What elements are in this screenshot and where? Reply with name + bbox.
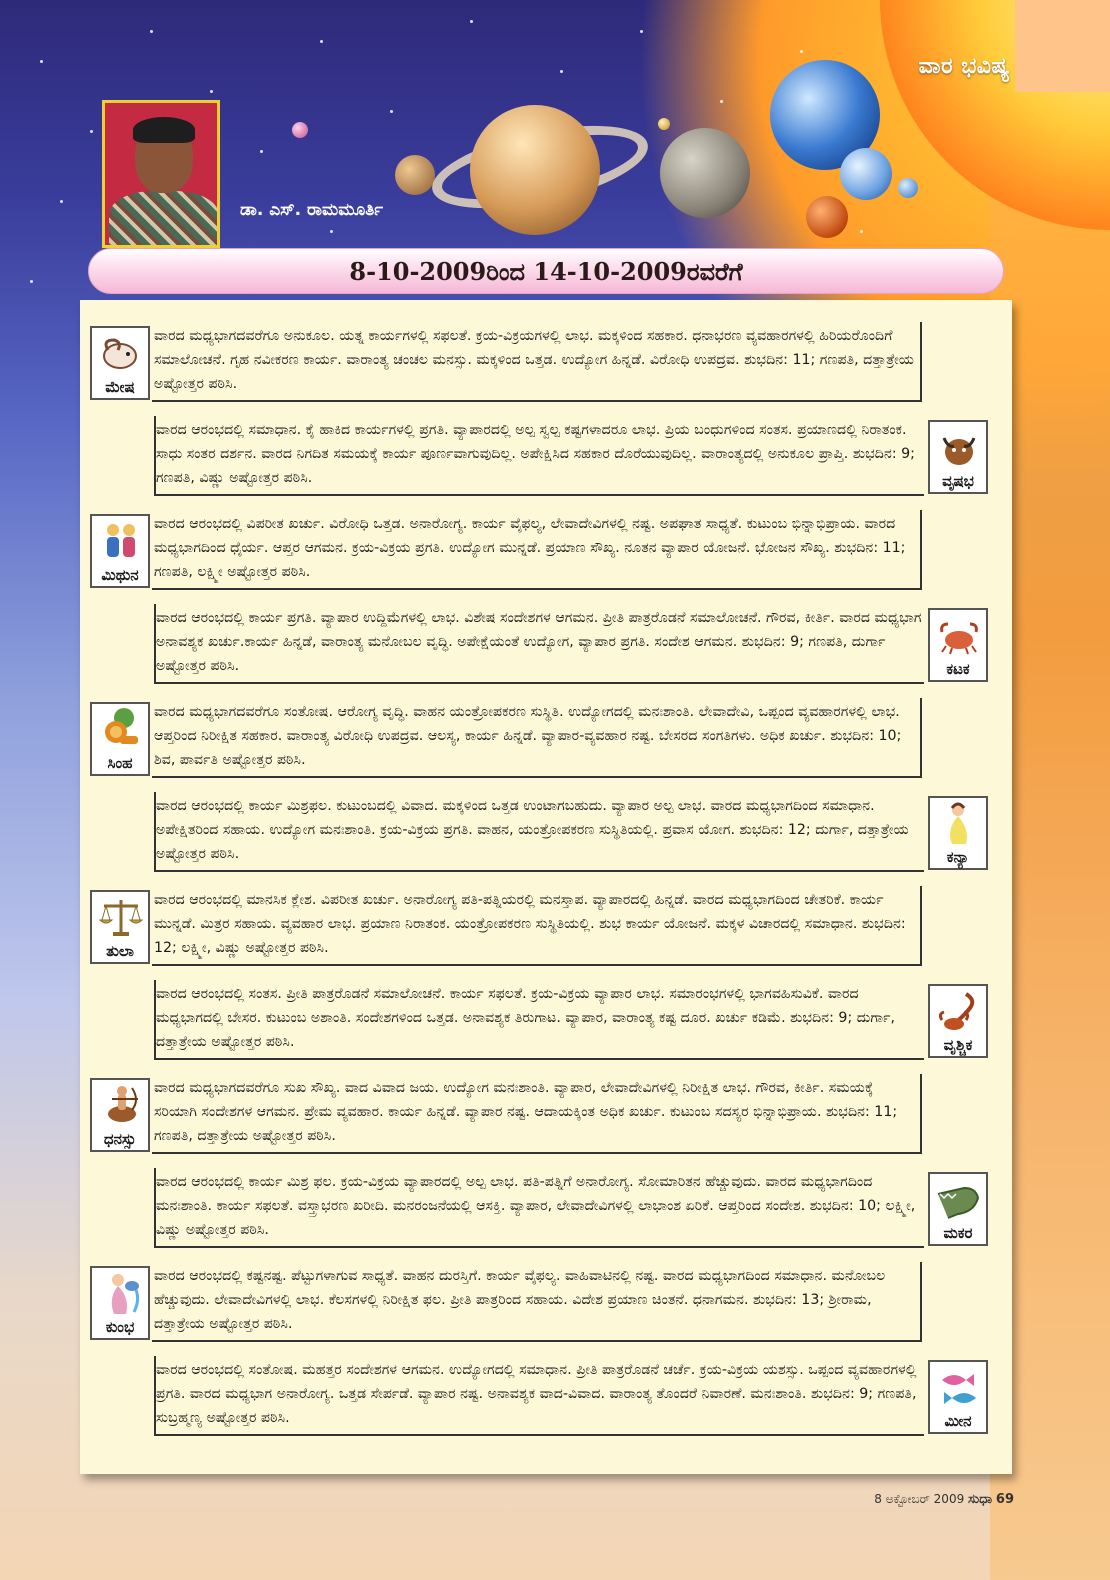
divider <box>154 416 156 496</box>
divider <box>920 1262 922 1342</box>
divider <box>152 776 922 778</box>
divider <box>920 510 922 590</box>
crocodile-icon <box>936 1178 982 1222</box>
horoscope-list <box>80 300 1012 1474</box>
archer-icon <box>98 1084 144 1128</box>
planet-small-brown <box>395 155 435 195</box>
planet-tiny-gold <box>658 118 670 130</box>
corner-tab <box>1015 0 1110 92</box>
planet-tiny-blue <box>898 178 918 198</box>
sign-block-vrishabha <box>80 412 1012 500</box>
sign-name: ಮೇಷ <box>105 378 135 396</box>
sign-badge <box>928 1360 988 1434</box>
sign-forecast: ವಾರದ ಆರಂಭದಲ್ಲಿ ಕಾರ್ಯ ಮಿಶ್ರಫಲ. ಕುಟುಂಬದಲ್ಲಿ ವಿವಾದ. ಮಕ್ಕಳಿಂದ ಒತ್ತಡ ಉಂಟಾಗಬಹುದು. ವ್ಯಾಪಾರ ಅಲ್ಪ ಲಾಭ. ವಾರದ ಮಧ್ಯಭಾಗದಿಂದ ಸಮಾಧಾನ. ಅಪೇಕ್ಷಿತರಿಂದ ಸಹಾಯ. ಉದ್ಯೋಗ ಮನಃಶಾಂತಿ. ಕ್ರಯ-ವಿಕ್ರಯ ಪ್ರಗತಿ. ವಾಹನ, ಯಂತ್ರೋಪಕರಣ ಸುಸ್ಥಿತಿಯಲ್ಲಿ. ಪ್ರವಾಸ ಯೋಗ. ಶುಭದಿನ: 12; ದುರ್ಗಾ, ದತ್ತಾತ್ರೇಯ ಅಷ್ಟೋತ್ತರ ಪಠಿಸಿ. <box>156 798 909 862</box>
sign-name: ವೃಶ್ಚಿಕ <box>943 1036 973 1054</box>
sign-block-kataka <box>80 600 1012 688</box>
sign-forecast: ವಾರದ ಆರಂಭದಲ್ಲಿ ಮಾನಸಿಕ ಕ್ಲೇಶ. ವಿಪರೀತ ಖರ್ಚು. ಅನಾರೋಗ್ಯ ಪತಿ-ಪತ್ನಿಯರಲ್ಲಿ ಮನಸ್ತಾಪ. ವ್ಯಾಪಾರದಲ್ಲಿ ಹಿನ್ನಡೆ. ವಾರದ ಮಧ್ಯಭಾಗದಿಂದ ಚೇತರಿಕೆ. ಕಾರ್ಯ ಮುನ್ನಡೆ. ಮಿತ್ರರ ಸಹಾಯ. ವ್ಯವಹಾರ ಲಾಭ. ಪ್ರಯಾಣ ನಿರಾತಂಕ. ಯಂತ್ರೋಪಕರಣ ಸುಸ್ಥಿತಿಯಲ್ಲಿ. ಶುಭ ಕಾರ್ಯ ಯೋಜನೆ. ಮಕ್ಕಳ ವಿಚಾರದಲ್ಲಿ ಸಮಾಧಾನ. ಶುಭದಿನ: 12; ಲಕ್ಷ್ಮೀ, ವಿಷ್ಣು ಅಷ್ಟೋತ್ತರ ಪಠಿಸಿ. <box>154 892 906 956</box>
divider <box>154 1356 156 1436</box>
maiden-icon <box>936 802 982 846</box>
sign-name: ಮೀನ <box>944 1412 972 1430</box>
sign-forecast: ವಾರದ ಆರಂಭದಲ್ಲಿ ಕಾರ್ಯ ಮಿಶ್ರ ಫಲ. ಕ್ರಯ-ವಿಕ್ರಯ ವ್ಯಾಪಾರದಲ್ಲಿ ಅಲ್ಪ ಲಾಭ. ಪತಿ-ಪತ್ನಿಗೆ ಅನಾರೋಗ್ಯ. ಸೋಮಾರಿತನ ಹೆಚ್ಚುವುದು. ವಾರದ ಮಧ್ಯಭಾಗದಿಂದ ಮನಃಶಾಂತಿ. ಕಾರ್ಯ ಸಫಲತೆ. ವಸ್ತ್ರಾಭರಣ ಖರೀದಿ. ಮನರಂಜನೆಯಲ್ಲಿ ಆಸಕ್ತಿ. ವ್ಯಾಪಾರ, ಲೇವಾದೇವಿಗಳಲ್ಲಿ ಲಾಭಾಂಶ ಏರಿಕೆ. ಆಪ್ತರಿಂದ ಸಂದೇಶ. ಶುಭದಿನ: 10; ಲಕ್ಷ್ಮೀ, ವಿಷ್ಣು ಅಷ್ಟೋತ್ತರ ಪಠಿಸಿ. <box>156 1174 916 1238</box>
issue-date: 8 ಅಕ್ಟೋಬರ್ 2009 <box>874 1492 965 1506</box>
sign-badge <box>928 608 988 682</box>
sign-forecast: ವಾರದ ಆರಂಭದಲ್ಲಿ ಸಮಾಧಾನ. ಕೈ ಹಾಕಿದ ಕಾರ್ಯಗಳಲ್ಲಿ ಪ್ರಗತಿ. ವ್ಯಾಪಾರದಲ್ಲಿ ಅಲ್ಪ ಸ್ವಲ್ಪ ಕಷ್ಟಗಳಾದರೂ ಲಾಭ. ಪ್ರಿಯ ಬಂಧುಗಳಿಂದ ಸಂತಸ. ಪ್ರಯಾಣದಲ್ಲಿ ನಿರಾತಂಕ. ಸಾಧು ಸಂತರ ದರ್ಶನ. ವಾರದ ನಿಗದಿತ ಸಮಯಕ್ಕೆ ಕಾರ್ಯ ಪೂರ್ಣವಾಗುವುದಿಲ್ಲ. ಅಪೇಕ್ಷಿಸಿದ ಸಹಕಾರ ದೊರೆಯುವುದಿಲ್ಲ. ವಾರಾಂತ್ಯದಲ್ಲಿ ಅನುಕೂಲ ಪ್ರಾಪ್ತಿ. ಶುಭದಿನ: 9; ಗಣಪತಿ, ವಿಷ್ಣು ಅಷ್ಟೋತ್ತರ ಪಠಿಸಿ. <box>156 422 915 486</box>
divider <box>154 1434 924 1436</box>
divider <box>152 588 922 590</box>
divider <box>154 1246 924 1248</box>
divider <box>920 886 922 966</box>
sign-badge <box>928 984 988 1058</box>
water-bearer-icon <box>98 1272 144 1316</box>
crab-icon <box>936 614 982 658</box>
sign-forecast: ವಾರದ ಮಧ್ಯಭಾಗದವರೆಗೂ ಅನುಕೂಲ. ಯತ್ನ ಕಾರ್ಯಗಳಲ್ಲಿ ಸಫಲತೆ. ಕ್ರಯ-ವಿಕ್ರಯಗಳಲ್ಲಿ ಲಾಭ. ಮಕ್ಕಳಿಂದ ಸಹಕಾರ. ಧನಾಭರಣ ವ್ಯವಹಾರಗಳಲ್ಲಿ ಹಿರಿಯರೊಂದಿಗೆ ಸಮಾಲೋಚನೆ. ಗೃಹ ನವೀಕರಣ ಕಾರ್ಯ. ವಾರಾಂತ್ಯ ಚಂಚಲ ಮನಸ್ಸು. ಮಕ್ಕಳಿಂದ ಒತ್ತಡ. ಉದ್ಯೋಗ ಹಿನ್ನಡೆ. ವಿರೋಧಿ ಉಪದ್ರವ. ಶುಭದಿನ: 11; ಗಣಪತಿ, ದತ್ತಾತ್ರೇಯ ಅಷ್ಟೋತ್ತರ ಪಠಿಸಿ. <box>154 328 915 392</box>
divider <box>154 682 924 684</box>
divider <box>920 322 922 402</box>
sign-forecast: ವಾರದ ಮಧ್ಯಭಾಗದವರೆಗೂ ಸಂತೋಷ. ಆರೋಗ್ಯ ವೃದ್ಧಿ. ವಾಹನ ಯಂತ್ರೋಪಕರಣ ಸುಸ್ಥಿತಿ. ಉದ್ಯೋಗದಲ್ಲಿ ಮನಃಶಾಂತಿ. ಲೇವಾದೇವಿ, ಒಪ್ಪಂದ ವ್ಯವಹಾರಗಳಲ್ಲಿ ಲಾಭ. ಆಪ್ತರಿಂದ ನಿರೀಕ್ಷಿತ ಸಹಕಾರ. ವಾರಾಂತ್ಯ ವಿರೋಧಿ ಉಪದ್ರವ. ಆಲಸ್ಯ, ಕಾರ್ಯ ಹಿನ್ನಡೆ. ವ್ಯಾಪಾರ-ವ್ಯವಹಾರ ನಷ್ಟ. ಬೇಸರದ ಸಂಗತಿಗಳು. ಅಧಿಕ ಖರ್ಚು. ಶುಭದಿನ: 10; ಶಿವ, ಪಾರ್ವತಿ ಅಷ್ಟೋತ್ತರ ಪಠಿಸಿ. <box>154 704 902 768</box>
bull-icon <box>936 426 982 470</box>
sign-block-makara <box>80 1164 1012 1252</box>
planet-small-pink <box>292 122 308 138</box>
page-footer <box>874 1492 1014 1507</box>
planet-moon <box>660 128 750 218</box>
scales-icon <box>98 896 144 940</box>
author-photo <box>102 100 220 248</box>
sign-forecast: ವಾರದ ಆರಂಭದಲ್ಲಿ ಕಷ್ಟನಷ್ಟ. ಪೆಟ್ಟುಗಳಾಗುವ ಸಾಧ್ಯತೆ. ವಾಹನ ದುರಸ್ತಿಗೆ. ಕಾರ್ಯ ವೈಫಲ್ಯ. ವಾಹಿವಾಟಿನಲ್ಲಿ ನಷ್ಟ. ವಾರದ ಮಧ್ಯಭಾಗದಿಂದ ಸಮಾಧಾನ. ಮನೋಬಲ ಹೆಚ್ಚುವುದು. ಲೇವಾದೇವಿಗಳಲ್ಲಿ ಲಾಭ. ಕೆಲಸಗಳಲ್ಲಿ ನಿರೀಕ್ಷಿತ ಫಲ. ಪ್ರೀತಿ ಪಾತ್ರರಿಂದ ಸಹಾಯ. ವಿದೇಶ ಪ್ರಯಾಣ ಚಿಂತನೆ. ಧನಾಗಮನ. ಶುಭದಿನ: 13; ಶ್ರೀರಾಮ, ದತ್ತಾತ್ರೇಯ ಅಷ್ಟೋತ್ತರ ಪಠಿಸಿ. <box>154 1268 886 1332</box>
sign-block-vrischika <box>80 976 1012 1064</box>
sign-name: ಧನಸ್ಸು <box>103 1130 137 1148</box>
sign-block-mithuna <box>80 506 1012 594</box>
sign-block-tula <box>80 882 1012 970</box>
planet-mars <box>806 196 848 238</box>
divider <box>920 698 922 778</box>
section-label: ವಾರ ಭವಿಷ್ಯ <box>918 54 1010 79</box>
sign-name: ಮಿಥುನ <box>101 566 139 584</box>
date-range: 8-10-2009ರಿಂದ 14-10-2009ರವರೆಗೆ <box>349 256 743 286</box>
sign-name: ಕಟಕ <box>946 660 970 678</box>
ram-icon <box>98 332 144 376</box>
divider <box>152 964 922 966</box>
sign-forecast: ವಾರದ ಆರಂಭದಲ್ಲಿ ವಿಪರೀತ ಖರ್ಚು. ವಿರೋಧಿ ಒತ್ತಡ. ಅನಾರೋಗ್ಯ. ಕಾರ್ಯ ವೈಫಲ್ಯ, ಲೇವಾದೇವಿಗಳಲ್ಲಿ ನಷ್ಟ. ಅಪಘಾತ ಸಾಧ್ಯತೆ. ಕುಟುಂಬ ಭಿನ್ನಾಭಿಪ್ರಾಯ. ವಾರದ ಮಧ್ಯಭಾಗದಿಂದ ಧೈರ್ಯ. ಆಪ್ತರ ಆಗಮನ. ಕ್ರಯ-ವಿಕ್ರಯ ಪ್ರಗತಿ. ಉದ್ಯೋಗ ಮುನ್ನಡೆ. ಪ್ರಯಾಣ ಸೌಖ್ಯ. ನೂತನ ವ್ಯಾಪಾರ ಯೋಜನೆ. ಭೋಜನ ಸೌಖ್ಯ. ಶುಭದಿನ: 11; ಗಣಪತಿ, ಲಕ್ಷ್ಮೀ ಅಷ್ಟೋತ್ತರ ಪಠಿಸಿ. <box>154 516 906 580</box>
divider <box>152 1340 922 1342</box>
sign-block-kumbha <box>80 1258 1012 1346</box>
sign-name: ಕುಂಭ <box>105 1318 135 1336</box>
divider <box>154 980 156 1060</box>
divider <box>154 494 924 496</box>
lion-icon <box>98 708 144 752</box>
divider <box>154 1168 156 1248</box>
sign-badge <box>928 1172 988 1246</box>
author-name: ಡಾ. ಎಸ್. ರಾಮಮೂರ್ತಿ <box>240 200 384 220</box>
sign-block-dhanassu <box>80 1070 1012 1158</box>
sign-badge <box>90 1078 150 1152</box>
divider <box>154 1058 924 1060</box>
sign-badge <box>90 1266 150 1340</box>
sign-block-simha <box>80 694 1012 782</box>
sign-name: ಕನ್ಯಾ <box>946 848 970 866</box>
sign-badge <box>90 326 150 400</box>
sign-badge <box>928 796 988 870</box>
sign-badge <box>928 420 988 494</box>
sign-name: ಮಕರ <box>943 1224 973 1242</box>
planet-saturn <box>470 105 600 235</box>
sign-badge <box>90 890 150 964</box>
sign-block-kanya <box>80 788 1012 876</box>
divider <box>920 1074 922 1154</box>
magazine-name: ಸುಧಾ <box>968 1492 993 1507</box>
scorpion-icon <box>936 990 982 1034</box>
page-number: 69 <box>995 1492 1014 1507</box>
sign-forecast: ವಾರದ ಆರಂಭದಲ್ಲಿ ಕಾರ್ಯ ಪ್ರಗತಿ. ವ್ಯಾಪಾರ ಉದ್ದಿಮೆಗಳಲ್ಲಿ ಲಾಭ. ವಿಶೇಷ ಸಂದೇಶಗಳ ಆಗಮನ. ಪ್ರೀತಿ ಪಾತ್ರರೊಡನೆ ಸಮಾಲೋಚನೆ. ಗೌರವ, ಕೀರ್ತಿ. ವಾರದ ಮಧ್ಯಭಾಗ ಅನಾವಶ್ಯಕ ಖರ್ಚು.ಕಾರ್ಯ ಹಿನ್ನಡೆ, ವಾರಾಂತ್ಯ ಮನೋಬಲ ವೃದ್ಧಿ. ಅಪೇಕ್ಷೆಯಂತೆ ಉದ್ಯೋಗ, ವ್ಯಾಪಾರ ಪ್ರಗತಿ. ಸಂದೇಶ ಆಗಮನ. ಶುಭದಿನ: 9; ಗಣಪತಿ, ದುರ್ಗಾ ಅಷ್ಟೋತ್ತರ ಪಠಿಸಿ. <box>156 610 922 674</box>
twins-icon <box>98 520 144 564</box>
divider <box>152 400 922 402</box>
sign-name: ಸಿಂಹ <box>107 754 133 772</box>
sign-forecast: ವಾರದ ಮಧ್ಯಭಾಗದವರೆಗೂ ಸುಖ ಸೌಖ್ಯ. ವಾದ ವಿವಾದ ಜಯ. ಉದ್ಯೋಗ ಮನಃಶಾಂತಿ. ವ್ಯಾಪಾರ, ಲೇವಾದೇವಿಗಳಲ್ಲಿ ನಿರೀಕ್ಷಿತ ಲಾಭ. ಗೌರವ, ಕೀರ್ತಿ. ಸಮಯಕ್ಕೆ ಸರಿಯಾಗಿ ಸಂದೇಶಗಳ ಆಗಮನ. ಪ್ರೇಮ ವ್ಯವಹಾರ. ಕಾರ್ಯ ಹಿನ್ನಡೆ. ವ್ಯಾಪಾರ ನಷ್ಟ. ಆದಾಯಕ್ಕಿಂತ ಅಧಿಕ ಖರ್ಚು. ಕುಟುಂಬ ಸದಸ್ಯರ ಭಿನ್ನಾಭಿಪ್ರಾಯ. ಶುಭದಿನ: 11; ಗಣಪತಿ, ದತ್ತಾತ್ರೇಯ ಅಷ್ಟೋತ್ತರ ಪಠಿಸಿ. <box>154 1080 898 1144</box>
sign-block-meena <box>80 1352 1012 1440</box>
divider <box>152 1152 922 1154</box>
sign-block-mesha <box>80 318 1012 406</box>
sign-forecast: ವಾರದ ಆರಂಭದಲ್ಲಿ ಸಂತಸ. ಪ್ರೀತಿ ಪಾತ್ರರೊಡನೆ ಸಮಾಲೋಚನೆ. ಕಾರ್ಯ ಸಫಲತೆ. ಕ್ರಯ-ವಿಕ್ರಯ ವ್ಯಾಪಾರ ಲಾಭ. ಸಮಾರಂಭಗಳಲ್ಲಿ ಭಾಗವಹಿಸುವಿಕೆ. ವಾರದ ಮಧ್ಯಭಾಗದಲ್ಲಿ ಬೇಸರ. ಕುಟುಂಬ ಅಶಾಂತಿ. ಸಂದೇಶಗಳಿಂದ ಒತ್ತಡ. ಅನಾವಶ್ಯಕ ತಿರುಗಾಟ. ವ್ಯಾಪಾರ, ವಾರಾಂತ್ಯ ಕಷ್ಟ ದೂರ. ಖರ್ಚು ಕಡಿಮೆ. ಶುಭದಿನ: 9; ದುರ್ಗಾ, ದತ್ತಾತ್ರೇಯ ಅಷ್ಟೋತ್ತರ ಪಠಿಸಿ. <box>156 986 895 1050</box>
date-range-banner <box>88 248 1004 294</box>
divider <box>154 792 156 872</box>
sign-forecast: ವಾರದ ಆರಂಭದಲ್ಲಿ ಸಂತೋಷ. ಮಹತ್ತರ ಸಂದೇಶಗಳ ಆಗಮನ. ಉದ್ಯೋಗದಲ್ಲಿ ಸಮಾಧಾನ. ಪ್ರೀತಿ ಪಾತ್ರರೊಡನೆ ಚರ್ಚೆ. ಕ್ರಯ-ವಿಕ್ರಯ ಯಶಸ್ಸು. ಒಪ್ಪಂದ ವ್ಯವಹಾರಗಳಲ್ಲಿ ಪ್ರಗತಿ. ವಾರದ ಮಧ್ಯಭಾಗ ಅನಾರೋಗ್ಯ. ಒತ್ತಡ ಸೇರ್ಪಡೆ. ವ್ಯಾಪಾರ ನಷ್ಟ. ಅನಾವಶ್ಯಕ ವಾದ-ವಿವಾದ. ವಾರಾಂತ್ಯ ತೊಂದರೆ ನಿವಾರಣೆ. ಮನಃಶಾಂತಿ. ಶುಭದಿನ: 9; ಗಣಪತಿ, ಸುಬ್ರಹ್ಮಣ್ಯ ಅಷ್ಟೋತ್ತರ ಪಠಿಸಿ. <box>156 1362 917 1426</box>
sign-name: ತುಲಾ <box>106 942 134 960</box>
divider <box>154 870 924 872</box>
sign-badge <box>90 702 150 776</box>
sign-badge <box>90 514 150 588</box>
fish-icon <box>936 1366 982 1410</box>
planet-blue-small <box>840 148 892 200</box>
sign-name: ವೃಷಭ <box>942 472 974 490</box>
divider <box>154 604 156 684</box>
